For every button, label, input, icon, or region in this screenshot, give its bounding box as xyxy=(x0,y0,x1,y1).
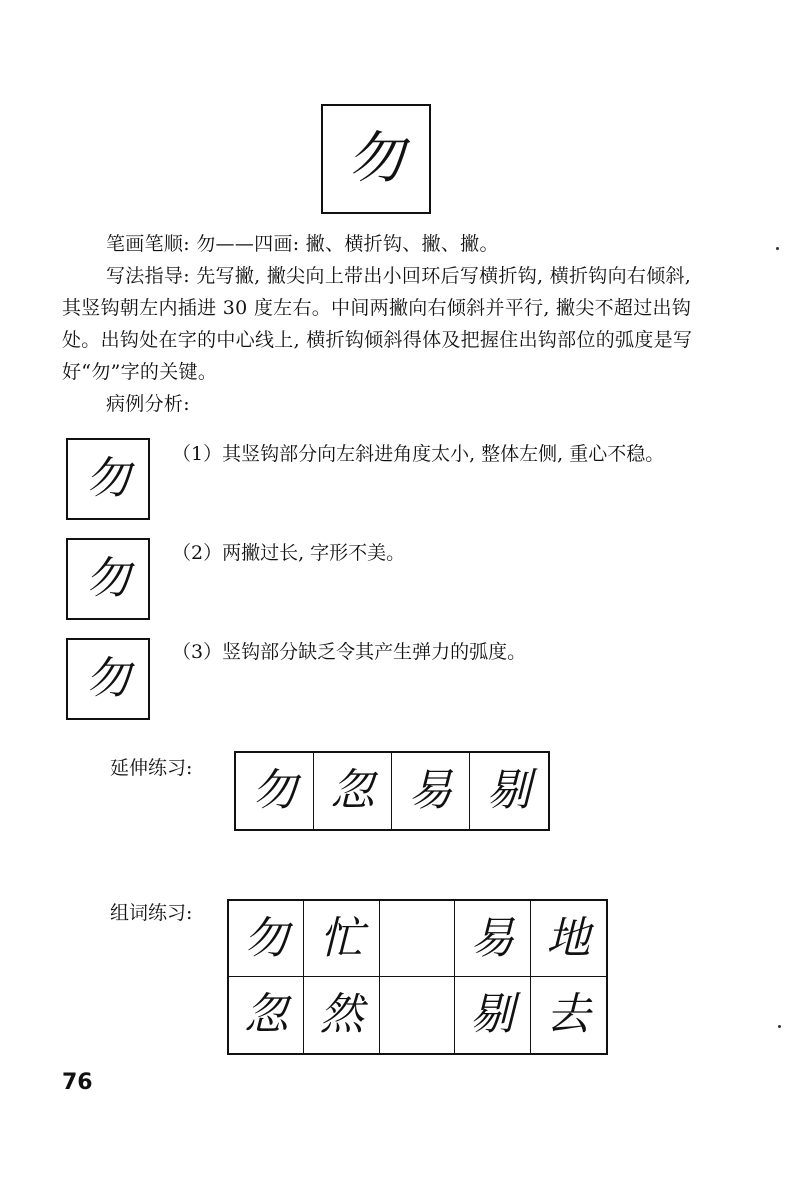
extension-cell: 剔 xyxy=(487,765,531,816)
word-cell: 忽 xyxy=(229,977,304,1053)
word-cell: 去 xyxy=(546,989,591,1040)
error-example-text-2: （2）两撇过长, 字形不美。 xyxy=(172,542,406,564)
extension-cell: 忽 xyxy=(314,753,392,829)
instruction-text xyxy=(62,228,702,420)
error-example-box-3 xyxy=(66,638,150,720)
extension-label: 延伸练习: xyxy=(110,757,193,779)
error-example-text-3: （3）竖钩部分缺乏令其产生弹力的弧度。 xyxy=(172,641,527,663)
error-example-text-1: （1）其竖钩部分向左斜进角度太小, 整体左侧, 重心不稳。 xyxy=(172,443,665,465)
stroke-order: 笔画笔顺: 勿——四画: 撇、横折钩、撇、撇。 xyxy=(106,233,499,255)
error-example-box-1 xyxy=(66,438,150,520)
page-number: 76 xyxy=(62,1070,93,1095)
extension-cell: 易 xyxy=(392,753,470,829)
main-character: 勿 xyxy=(348,126,404,191)
error-heading: 病例分析: xyxy=(106,393,190,415)
error-example-char: 勿 xyxy=(86,553,130,604)
scan-speck xyxy=(776,247,779,250)
error-example-char: 勿 xyxy=(86,453,130,504)
error-example-box-2 xyxy=(66,538,150,620)
word-cell: 剔 xyxy=(455,977,530,1053)
word-cell-blank xyxy=(380,901,455,977)
word-cell: 勿 xyxy=(229,901,304,977)
scan-speck xyxy=(778,1025,781,1028)
word-cell: 然 xyxy=(304,977,379,1053)
word-practice-grid xyxy=(227,899,608,1055)
error-example-char: 勿 xyxy=(86,653,130,704)
word-cell: 忙 xyxy=(304,901,379,977)
writing-guide: 写法指导: 先写撇, 撇尖向上带出小回环后写横折钩, 横折钩向右倾斜, 其竖钩朝左内插进 30 度左右。中间两撇向右倾斜并平行, 撇尖不超过出钩处。出钩处在字的中心线上, 横折钩倾斜得体及把握住出钩部位的弧度是写好“勿”字的关键。 xyxy=(62,265,693,383)
extension-cell: 勿 xyxy=(236,753,314,829)
word-cell: 地 xyxy=(531,901,606,977)
word-cell: 易 xyxy=(455,901,530,977)
extension-grid xyxy=(234,751,550,831)
word-practice-label: 组词练习: xyxy=(110,902,193,924)
main-character-box xyxy=(321,104,431,214)
word-cell-blank xyxy=(380,977,455,1053)
